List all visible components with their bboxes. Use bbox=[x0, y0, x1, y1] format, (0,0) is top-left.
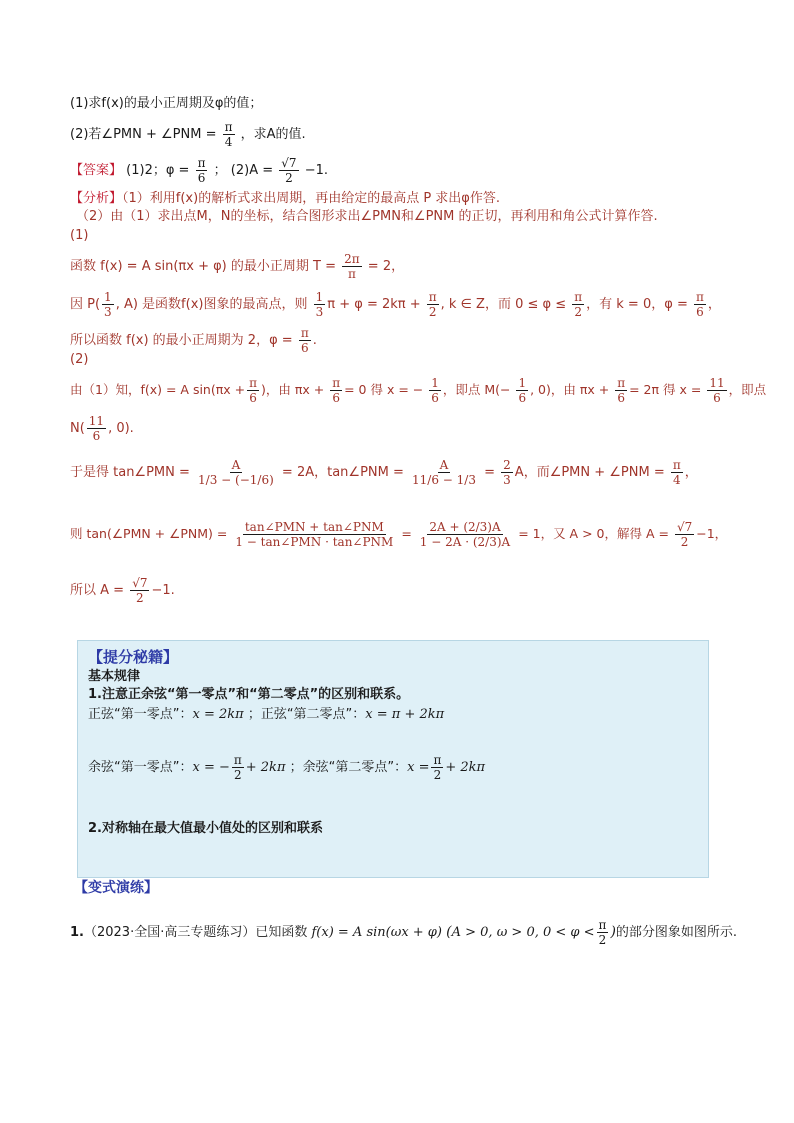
part-label: (1) bbox=[70, 228, 89, 243]
fraction: $\frac{\pi}{6}$ bbox=[197, 156, 206, 185]
tips-box bbox=[77, 640, 709, 878]
question-2-suffix: ，求A的值. bbox=[240, 127, 306, 142]
fraction: $\frac{A}{1/3 - (-1/6)}$ bbox=[198, 458, 274, 487]
part-label: (2) bbox=[70, 352, 89, 367]
fraction: $\frac{\pi}{4}$ bbox=[672, 458, 681, 487]
tips-title: 【提分秘籍】 bbox=[88, 648, 179, 666]
fraction: $\frac{1}{6}$ bbox=[431, 376, 439, 405]
question-2 bbox=[70, 120, 306, 149]
practice-formula: f(x) = A sin(ωx + φ) bbox=[311, 925, 442, 940]
tips-rule-2: 2.对称轴在最大值最小值处的区别和联系 bbox=[88, 821, 323, 836]
fraction: $\frac{\pi}{2}$ bbox=[598, 918, 607, 947]
cosine-zeros-line: 余弦“第一零点”：x = − $\frac{\pi}{2}$ + 2kπ ；余弦“第二零点”：x = $\frac{\pi}{2}$ + 2kπ bbox=[88, 753, 486, 782]
answer-part1: (1)2；φ = bbox=[126, 163, 190, 178]
fraction: $\frac{\pi}{6}$ bbox=[617, 376, 626, 405]
final-answer: 所以 A = $\frac{√7}{2}$ −1. bbox=[70, 576, 175, 605]
analysis-text-2: （2）由（1）求出点M，N的坐标，结合图形求出∠PMN和∠PNM 的正切，再利用和角公式计算作答. bbox=[76, 209, 658, 224]
tan-line: 于是得 tan∠PMN = $\frac{A}{1/3 - (-1/6)}$ = 2A，tan∠PNM = $\frac{A}{11/6 - 1/3}$ = $\frac{2}{3}$ A，而∠PMN + ∠PNM = $\frac{\pi}{4}$ ， bbox=[70, 458, 698, 487]
practice-source: （2023·全国·高三专题练习）已知函数 bbox=[83, 925, 308, 940]
answer-tail: −1. bbox=[304, 163, 328, 178]
practice-question-1: 1.（2023·全国·高三专题练习）已知函数 f(x) = A sin(ωx + φ) (A > 0, ω > 0, 0 < φ < $\frac{\pi}{2}$ )的部分图象如图所示. bbox=[70, 918, 738, 947]
fraction: $\frac{1}{6}$ bbox=[518, 376, 527, 405]
fraction: $\frac{\pi}{6}$ bbox=[695, 290, 704, 319]
fraction: $\frac{2}{3}$ bbox=[503, 458, 511, 487]
question-2-prefix: (2)若∠PMN + ∠PNM = bbox=[70, 127, 217, 142]
fraction: $\frac{\pi}{2}$ bbox=[428, 290, 437, 319]
analysis-line-2 bbox=[76, 209, 658, 225]
zeros-line: 由（1）知，f(x) = A sin(πx + $\frac{\pi}{6}$ )，由 πx + $\frac{\pi}{6}$ = 0 得 x = − $\frac{1}{6}$ ，即点 M(− $\frac{1}{6}$ , 0)，由 πx + $\frac{\pi}{6}$ = 2π 得 x = $\frac{11}{6}$ ，即点 bbox=[70, 376, 767, 405]
fraction: $\frac{√7}{2}$ bbox=[281, 156, 297, 185]
solution-part1-label bbox=[70, 228, 88, 244]
fraction: $\frac{2A + (2/3)A}{1 - 2A \cdot (2/3)A}$ bbox=[419, 520, 511, 549]
analysis-line-1 bbox=[70, 191, 500, 207]
answer-line bbox=[70, 156, 328, 185]
period-tail: = 2， bbox=[367, 259, 405, 274]
answer-sep: ； bbox=[213, 163, 227, 178]
fraction: $\frac{\text{tan∠PMN + tan∠PNM}}{\text{1 − tan∠PMN · tan∠PNM}}$ bbox=[235, 520, 394, 549]
fraction: $\frac{\pi}{2}$ bbox=[574, 290, 583, 319]
fraction: $\frac{\pi}{2}$ bbox=[233, 753, 242, 782]
tips-rule-1: 1.注意正余弦“第一零点”和“第二零点”的区别和联系。 bbox=[88, 687, 410, 702]
fraction: $\frac{11}{6}$ bbox=[709, 376, 725, 405]
sine-zeros-line: 正弦“第一零点”：x = 2kπ ；正弦“第二零点”：x = π + 2kπ bbox=[88, 707, 445, 722]
answer-part2: (2)A = bbox=[230, 163, 274, 178]
conclusion-1: 所以函数 f(x) 的最小正周期为 2，φ = $\frac{\pi}{6}$ . bbox=[70, 326, 317, 355]
fraction: $\frac{\pi}{6}$ bbox=[249, 376, 257, 405]
question-1-text: (1)求f(x)的最小正周期及φ的值； bbox=[70, 96, 263, 111]
analysis-text-1: （1）利用f(x)的解析式求出周期，再由给定的最高点 P 求出φ作答. bbox=[122, 191, 501, 206]
practice-tail: 的部分图象如图所示. bbox=[615, 925, 738, 940]
practice-title: 【变式演练】 bbox=[74, 880, 158, 896]
sum-line: 则 tan(∠PMN + ∠PNM) = $\frac{\text{tan∠PMN + tan∠PNM}}{\text{1 − tan∠PMN · tan∠PNM}}$ = $\frac{2A + (2/3)A}{1 - 2A \cdot (2/3)A}$ = 1，又 A > 0，解得 A = $\frac{√7}{2}$ −1， bbox=[70, 520, 728, 549]
period-text: 函数 f(x) = A sin(πx + φ) 的最小正周期 T = bbox=[70, 259, 336, 274]
n-point-line: N( $\frac{11}{6}$ , 0). bbox=[70, 414, 134, 443]
question-1 bbox=[70, 96, 262, 112]
answer-tag: 【答案】 bbox=[70, 163, 123, 178]
fraction: $\frac{11}{6}$ bbox=[88, 414, 105, 443]
fraction: $\frac{\pi}{4}$ bbox=[224, 120, 233, 149]
fraction: $\frac{2\pi}{\pi}$ bbox=[344, 252, 360, 281]
analysis-tag: 【分析】 bbox=[70, 191, 123, 206]
period-line bbox=[70, 252, 404, 281]
fraction: $\frac{√7}{2}$ bbox=[132, 576, 148, 605]
tips-subtitle: 基本规律 bbox=[88, 669, 141, 684]
fraction: $\frac{\pi}{2}$ bbox=[433, 753, 442, 782]
fraction: $\frac{A}{11/6 - 1/3}$ bbox=[412, 458, 476, 487]
max-point-line: 因 P( $\frac{1}{3}$ , A) 是函数f(x)图象的最高点，则 $\frac{1}{3}$ π + φ = 2kπ + $\frac{\pi}{2}$ , k ∈ Z，而 0 ≤ φ ≤ $\frac{\pi}{2}$ ，有 k = 0，φ = $\frac{\pi}{6}$ ， bbox=[70, 290, 721, 319]
fraction: $\frac{\pi}{6}$ bbox=[300, 326, 309, 355]
solution-part2-label bbox=[70, 352, 88, 368]
fraction: $\frac{1}{3}$ bbox=[315, 290, 324, 319]
fraction: $\frac{1}{3}$ bbox=[104, 290, 112, 319]
fraction: $\frac{\pi}{6}$ bbox=[332, 376, 341, 405]
fraction: $\frac{√7}{2}$ bbox=[676, 520, 693, 549]
